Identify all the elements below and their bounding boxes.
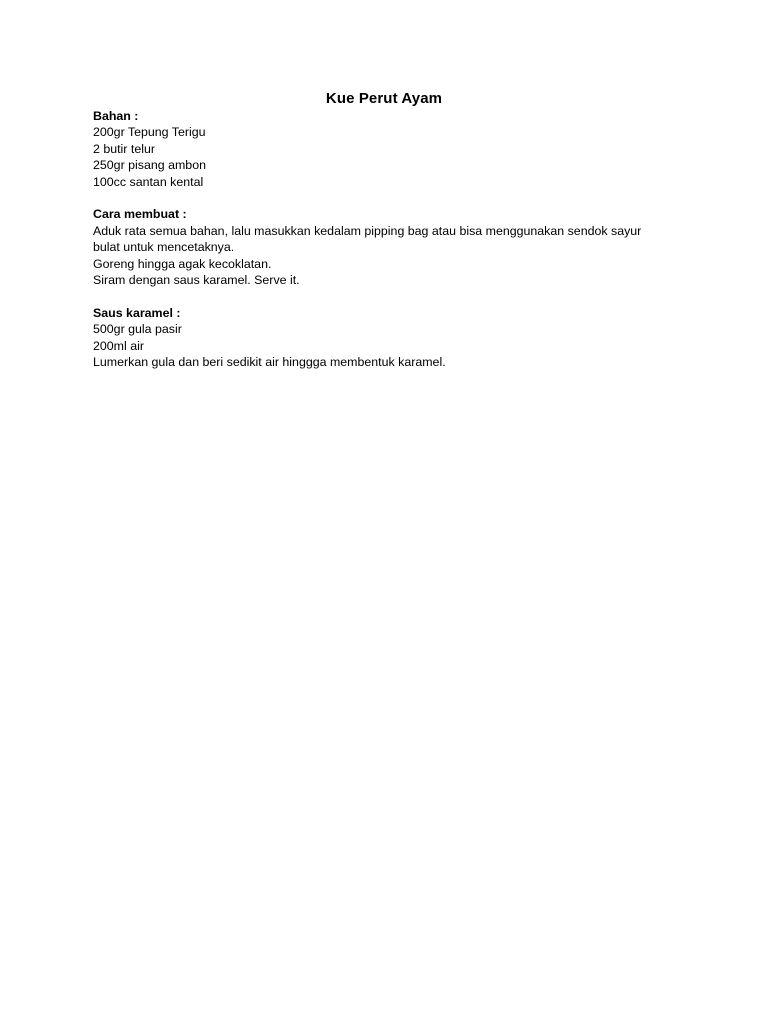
ingredient-line: 100cc santan kental xyxy=(93,174,204,189)
instructions-section xyxy=(93,206,673,288)
ingredient-line: 200gr Tepung Terigu xyxy=(93,125,206,140)
ingredients-heading: Bahan : xyxy=(93,109,139,123)
section-spacer xyxy=(93,288,673,304)
ingredient-line: 250gr pisang ambon xyxy=(93,158,206,173)
caramel-sauce-section xyxy=(93,305,673,371)
instruction-line: Aduk rata semua bahan, lalu masukkan kedalam pipping bag atau bisa menggunakan sendok sayur xyxy=(93,223,642,238)
caramel-sauce-line: Lumerkan gula dan beri sedikit air hinggga membentuk karamel. xyxy=(93,355,446,370)
caramel-sauce-line: 200ml air xyxy=(93,338,144,353)
ingredient-line: 2 butir telur xyxy=(93,141,155,156)
instruction-line: Siram dengan saus karamel. Serve it. xyxy=(93,273,300,288)
caramel-sauce-line: 500gr gula pasir xyxy=(93,322,182,337)
section-spacer xyxy=(93,190,673,206)
instructions-heading: Cara membuat : xyxy=(93,207,187,222)
document-title: Kue Perut Ayam xyxy=(325,90,443,107)
instruction-line: bulat untuk mencetaknya. xyxy=(93,240,235,255)
caramel-sauce-heading: Saus karamel : xyxy=(93,305,181,320)
ingredients-section xyxy=(93,108,673,190)
document-body xyxy=(93,108,673,370)
instruction-line: Goreng hingga agak kecoklatan. xyxy=(93,256,272,271)
